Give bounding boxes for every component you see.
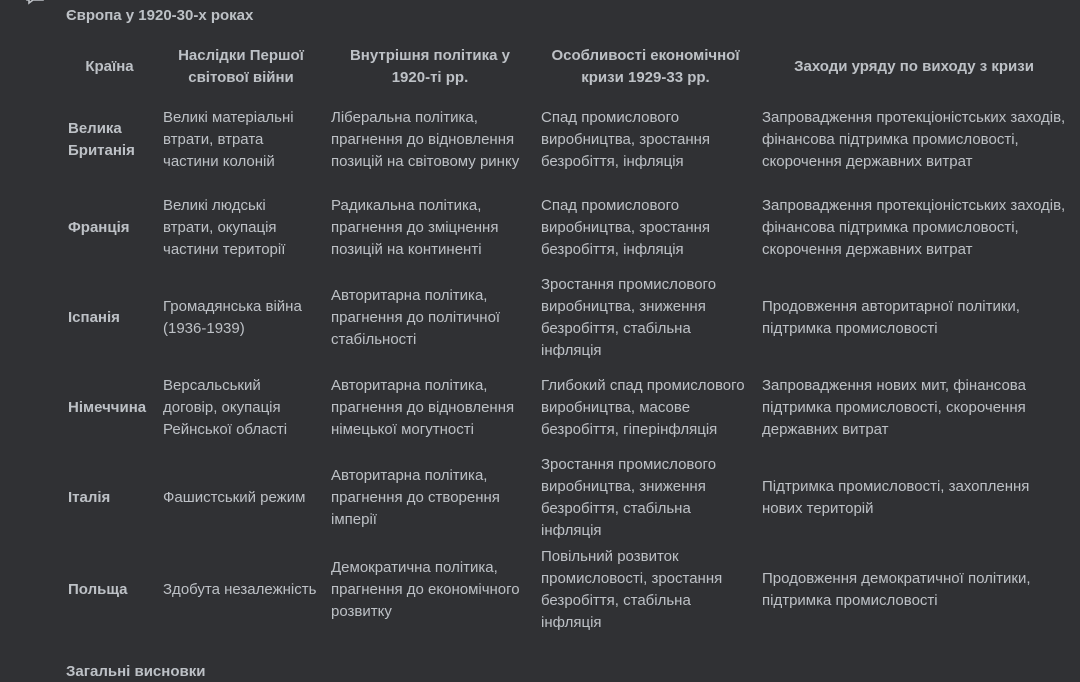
measures-cell: Запровадження нових мит, фінансова підтримка промисловості, скорочення державних витрат xyxy=(762,377,1026,438)
data-table-container xyxy=(62,38,1072,636)
measures-cell: Запровадження протекціоністських заходів, фінансова підтримка промисловості, скорочення державних витрат xyxy=(762,109,1066,170)
table-row xyxy=(62,184,1072,272)
crisis-cell: Повільний розвиток промисловості, зростання безробіття, стабільна інфляція xyxy=(541,548,723,631)
table-title: Європа у 1920-30-х роках xyxy=(66,7,254,24)
consequences-cell: Версальський договір, окупація Рейнської області xyxy=(163,377,288,438)
measures-cell: Продовження авторитарної політики, підтримка промисловості xyxy=(762,298,1020,337)
crisis-cell: Спад промислового виробництва, зростання безробіття, інфляція xyxy=(541,197,711,258)
consequences-cell: Фашистський режим xyxy=(163,489,306,506)
column-header-crisis: Особливості економічної кризи 1929-33 рр. xyxy=(551,47,740,86)
chat-icon xyxy=(25,0,45,8)
consequences-cell: Великі матеріальні втрати, втрата частини колоній xyxy=(163,109,294,170)
country-cell: Польща xyxy=(68,581,128,598)
table-row xyxy=(62,272,1072,364)
crisis-cell: Спад промислового виробництва, зростання безробіття, інфляція xyxy=(541,109,711,170)
policy-cell: Ліберальна політика, прагнення до відновлення позицій на світовому ринку xyxy=(331,109,520,170)
consequences-cell: Громадянська війна (1936-1939) xyxy=(163,298,302,337)
crisis-cell: Зростання промислового виробництва, зниження безробіття, стабільна інфляція xyxy=(541,456,717,539)
policy-cell: Авторитарна політика, прагнення до відновлення німецької могутності xyxy=(331,377,515,438)
policy-cell: Авторитарна політика, прагнення до політичної стабільності xyxy=(331,287,501,348)
table-row xyxy=(62,364,1072,452)
policy-cell: Демократична політика, прагнення до економічного розвитку xyxy=(331,559,520,620)
crisis-cell: Глибокий спад промислового виробництва, масове безробіття, гіперінфляція xyxy=(541,377,745,438)
policy-cell: Радикальна політика, прагнення до зміцнення позицій на континенті xyxy=(331,197,499,258)
table-header-row xyxy=(62,38,1072,96)
country-cell: Франція xyxy=(68,219,130,236)
country-cell: Італія xyxy=(68,489,111,506)
country-cell: Німеччина xyxy=(68,399,147,416)
measures-cell: Підтримка промисловості, захоплення нових територій xyxy=(762,478,1030,517)
consequences-cell: Здобута незалежність xyxy=(163,581,317,598)
country-cell: Велика Британія xyxy=(68,120,135,159)
table-row xyxy=(62,544,1072,636)
consequences-cell: Великі людські втрати, окупація частини території xyxy=(163,197,286,258)
table-row xyxy=(62,96,1072,184)
measures-cell: Запровадження протекціоністських заходів, фінансова підтримка промисловості, скорочення державних витрат xyxy=(762,197,1066,258)
europe-table xyxy=(62,38,1072,636)
measures-cell: Продовження демократичної політики, підтримка промисловості xyxy=(762,570,1031,609)
column-header-country: Країна xyxy=(85,58,134,75)
column-header-consequences: Наслідки Першої світової війни xyxy=(178,47,304,86)
policy-cell: Авторитарна політика, прагнення до створення імперії xyxy=(331,467,500,528)
crisis-cell: Зростання промислового виробництва, зниження безробіття, стабільна інфляція xyxy=(541,276,717,359)
column-header-policy: Внутрішня політика у 1920-ті рр. xyxy=(349,47,511,86)
conclusions-heading: Загальні висновки xyxy=(66,663,206,680)
table-row xyxy=(62,452,1072,544)
column-header-measures: Заходи уряду по виходу з кризи xyxy=(794,58,1034,75)
country-cell: Іспанія xyxy=(68,309,120,326)
